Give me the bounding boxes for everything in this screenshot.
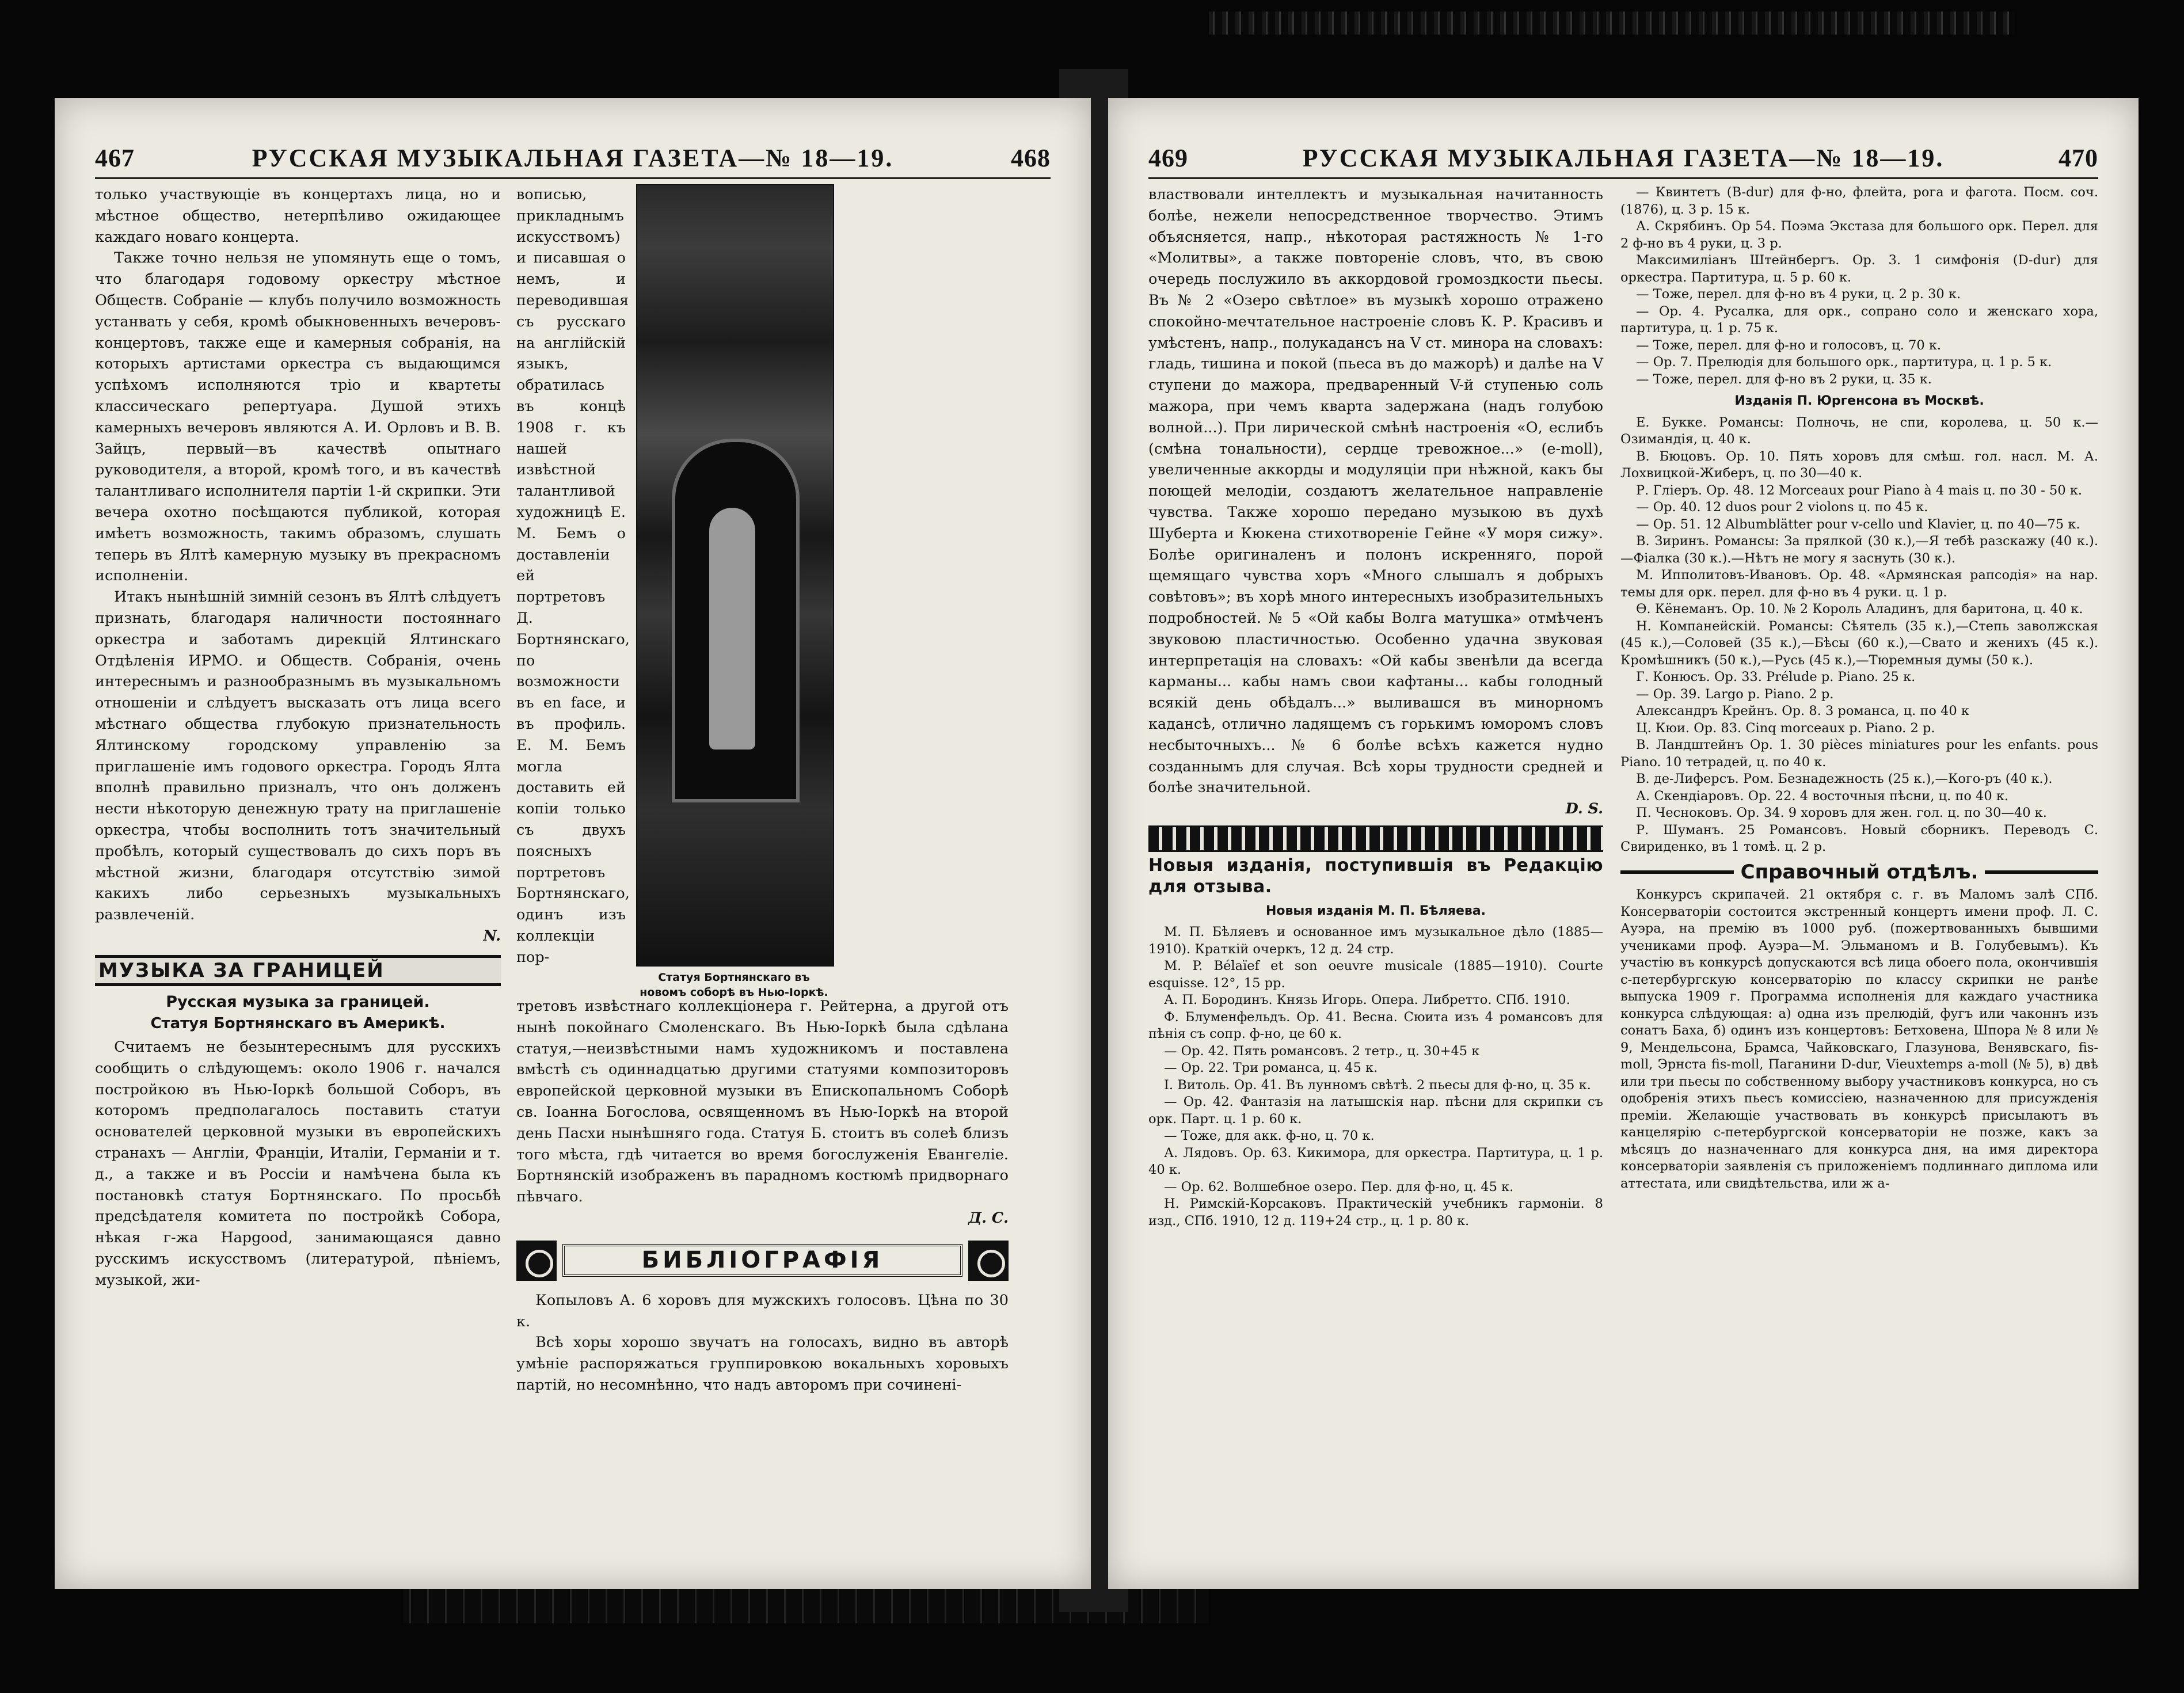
left-page xyxy=(55,98,1091,1589)
listing-entry: — Ор. 4. Русалка, для орк., сопрано соло и женскаго хора, партитура, ц. 1 р. 75 к. xyxy=(1620,303,2098,336)
paragraph: Считаемъ не безынтереснымъ для русскихъ сообщить о слѣдующемъ: около 1906 г. начался постройкою въ Нью-Іоркѣ большой Соборъ, въ которомъ предполагалось поставить статуи основателей церковной музыки въ европейскихъ странахъ — Англіи, Франціи, Италіи, Германіи и т. д., а также и въ Россіи и намѣчена была къ постановкѣ статуя Бортнянскаго. По просьбѣ предсѣдателя комитета по постройкѣ Собора, нѣкая г-жа Нарgood, занимающаяся давно русскимъ искусствомъ (литературой, пѣніемъ, музыкой, жи- xyxy=(95,1038,501,1289)
signature-text: D. S. xyxy=(1565,800,1603,818)
signature xyxy=(1148,798,1603,820)
page-number-468: 468 xyxy=(1011,144,1051,172)
divider xyxy=(1620,870,1734,874)
listing-entry: — Ор. 51. 12 Albumblätter pour v-cello und Klavier, ц. по 40—75 к. xyxy=(1636,516,2080,532)
signature xyxy=(516,1208,1009,1229)
ornament-icon xyxy=(968,1241,1009,1281)
section-title-music-abroad: МУЗЫКА ЗА ГРАНИЦЕЙ xyxy=(95,955,501,987)
listing-entry: М. П. Бѣляевъ и основанное имъ музыкальное дѣло (1885—1910). Краткій очеркъ, 12 д. 24 стр. xyxy=(1148,925,1603,957)
article-title: Русская музыка за границей. xyxy=(166,993,430,1011)
signature-text: N. xyxy=(483,927,501,945)
bibliography-banner xyxy=(516,1238,1009,1283)
belyaev-listing xyxy=(1148,903,1603,1230)
paragraph: Итакъ нынѣшній зимній сезонъ въ Ялтѣ слѣдуетъ признать, благодаря наличности постояннаго оркестра и заботамъ дирекцій Ялтинскаго Отдѣленія ИРМО. и Обществ. Собранія, очень интереснымъ и разнообразнымъ въ музыкальномъ отношеніи и слѣдуетъ высказать отъ лица всего мѣстнаго общества глубокую признательность Ялтинскому городскому управленію за приглашеніе имъ годового оркестра. Городъ Ялта вполнѣ правильно призналъ, что онъ долженъ нести нѣкоторую денежную трату на приглашеніе оркестра, чтобы восполнить тотъ значительный пробѣлъ, который существовалъ до сихъ поръ въ мѣстной жизни, благодаря отсутствію зимой какихъ либо серьезныхъ музыкальныхъ развлеченій. xyxy=(95,588,501,924)
page-number-470: 470 xyxy=(2059,144,2098,172)
page-number-469: 469 xyxy=(1148,144,1188,172)
newspaper-title: РУССКАЯ МУЗЫКАЛЬНАЯ ГАЗЕТА—№ 18—19. xyxy=(1302,144,1945,172)
listing-entry: Н. Римскій-Корсаковъ. Практическій учебникъ гармоніи. 8 изд., СПб. 1910, 12 д. 119+24 стр., ц. 1 р. 80 к. xyxy=(1148,1196,1603,1228)
paragraph: только участвующіе въ концертахъ лица, но и мѣстное общество, нетерпѣливо ожидающее каждаго новаго концерта. xyxy=(95,186,501,246)
listing-entry: I. Витоль. Ор. 41. Въ лунномъ свѣтѣ. 2 пьесы для ф-но, ц. 35 к. xyxy=(1164,1077,1591,1093)
paragraph: властвовали интеллектъ и музыкальная начитанность болѣе, нежели непосредственное творчество. Этимъ объясняется, напр., нѣкоторая растяжность № 1-го «Молитвы», а также повтореніе словъ, что, въ свою очередь послужило въ аккордовой громоздкости пьесы. Въ № 2 «Озеро свѣтлое» въ музыкѣ хорошо отражено спокойно-мечтательное настроеніе словъ К. Р. Красивъ и умѣстенъ, напр., полукаданcъ на V ст. минора на словахъ: гладь, тишина и покой (пьеса въ до мажорѣ) и далѣе на V ступени до мажора, предваренный V-й ступенью соль мажора, при чемъ кварта задержана (надъ голубою волной...). При лирической смѣнѣ настроенія «О, еслибъ (смѣна тональности), сердце тревожное...» (e-moll), увеличенные аккорды и модуляціи при нѣжной, какъ бы поющей мелодіи, создаютъ желательное направленіе чувства. Также хорошо передано музыкою въ духѣ Шуберта и Кюкена стихотвореніе Гейне «У моря сижу». Болѣе оригиналенъ и полонъ искренняго, порой щемящаго чувства хоръ «Много слышалъ я добрыхъ совѣтовъ»; въ хорѣ много интересныхъ изобразительныхъ подробностей. № 5 «Ой кабы Волга матушка» отмѣченъ звуковою пластичностью. Особенно удачна звуковая интерпретація на словахъ: «Ой кабы звенѣли да всегда карманы... кабы намъ свои кафтаны... кабы голодный всякій день обѣдалъ...» выливашся въ минорномъ кадансѣ, отлично ладящемъ съ горькимъ юморомъ словъ несбыточныхъ... № 6 болѣе всѣхъ кажется нудно созданнымъ для случая. Всѣ хоры трудности средней и болѣе значительной. xyxy=(1148,186,1603,797)
listing-entry: А. Лядовъ. Ор. 63. Кикимора, для оркестра. Партитура, ц. 1 р. 40 к. xyxy=(1148,1145,1603,1177)
listing-entry: Александръ Крейнъ. Ор. 8. 3 романса, ц. по 40 к xyxy=(1636,703,1969,718)
divider xyxy=(1985,870,2098,874)
listing-entry: Ө. Кёнеманъ. Ор. 10. № 2 Король Аладинъ, для баритона, ц. 40 к. xyxy=(1636,602,2083,617)
ornamental-banner xyxy=(1148,825,1603,852)
listing-entry: В. де-Лиферсъ. Ром. Безнадежность (25 к.),—Кого-ръ (40 к.). xyxy=(1636,771,2053,786)
signature-text: Д. С. xyxy=(968,1209,1009,1227)
right-page-column-1 xyxy=(1148,184,1603,1230)
listing-entry: В. Ландштейнъ Ор. 1. 30 pièces miniatures pour les enfants. pous Piano. 10 тетрадей, ц. по 40 к. xyxy=(1620,737,2098,770)
listing-entry: М. Ипполитовъ-Ивановъ. Ор. 48. «Армянская рапсодія» на нар. темы для орк. перел. для ф-но въ 4 руки. ц. 1 р. xyxy=(1620,568,2098,600)
scan-edge-noise-top xyxy=(1209,12,2015,35)
left-page-column-1 xyxy=(95,184,501,1291)
paragraph: Копыловъ А. 6 хоровъ для мужскихъ голосовъ. Цѣна по 30 к. xyxy=(516,1291,1009,1330)
listing-entry: Н. Компанейскій. Романсы: Сѣятель (35 к.),—Степь заволжская (45 к.),—Соловей (35 к.),—Бѣсы (60 к.),—Свато и женихъ (45 к.). Кромѣшникъ (50 к.),—Русь (45 к.),—Тюремныя думы (50 к.). xyxy=(1620,618,2098,668)
paragraph: третовъ извѣстнаго коллекціонера г. Рейтерна, а другой отъ нынѣ покойнаго Смоленскаго. Въ Нью-Іоркѣ была сдѣлана статуя,—неизвѣстными намъ художникомъ и поставлена вмѣстѣ съ одиннадцатью другими статуями композиторовъ европейской церковной музыки въ Епископальномъ Соборѣ св. Іоанна Богослова, освященномъ въ Нью-Іоркѣ на второй день Пасхи нынѣшняго года. Статуя Б. стоитъ въ солеѣ близъ того мѣста, гдѣ читается во время богослуженія Евангеліе. Бортнянскій изображенъ въ парадномъ костюмѣ придворнаго пѣвчаго. xyxy=(516,998,1009,1206)
signature xyxy=(95,926,501,947)
listing-entry: — Ор. 40. 12 duos pour 2 violons ц. по 45 к. xyxy=(1636,500,1928,515)
page-number-467: 467 xyxy=(95,144,135,172)
listing-entry: А. П. Бородинъ. Князь Игорь. Опера. Либретто. СПб. 1910. xyxy=(1164,992,1570,1007)
new-editions-title: Новыя изданія, поступившія въ Редакцію для отзыва. xyxy=(1148,855,1603,897)
listing-entry: — Ор. 62. Волшебное озеро. Пер. для ф-но, ц. 45 к. xyxy=(1164,1179,1514,1194)
left-page-column-2-bottom xyxy=(516,996,1009,1396)
listing-entry: А. Скрябинъ. Ор 54. Поэма Экстаза для большого орк. Перел. для 2 ф-но въ 4 руки, ц. 3 р. xyxy=(1620,219,2098,251)
paragraph: Конкурсъ скрипачей. 21 октября с. г. въ Маломъ залѣ СПб. Консерваторіи состоится экстренный концертъ имени проф. Л. С. Ауэра, на премію въ 1000 руб. (пожертвованныхъ бывшими учениками проф. Ауэра—М. Эльманомъ и В. Голубевымъ). Къ участію въ конкурсѣ допускаются всѣ лица обоего пола, окончившія с-петербургскую консерваторію по классу скрипки не ранѣе выпуска 1909 г. Программа исполненія для каждаго участника конкурса слѣдующая: а) одна изъ прелюдій, фугъ или чаконнъ изъ сонатъ Баха, б) одинъ изъ концертовъ: Бетховена, Шпора № 8 или № 9, Мендельсона, Брамса, Чайковскаго, Глазунова, Венявскаго, fis-moll, Эрнста fis-moll, Паганини D-dur, Vieuxtemps a-moll (№ 5), в) двѣ или три пьесы по собственному выбору участниковъ конкурса, но съ одобренія этихъ пьесъ комиссіею, назначенною для присужденія преміи. Желающіе участвовать въ конкурсѣ присылаютъ въ канцелярію с-петербургской консерваторіи не позже, какъ за мѣсяцъ до назначеннаго для конкурса дня, на имя директора консерваторіи заявленія съ приложеніемъ подлиннаго диплома или аттестата, или свидѣтельства, или ж а- xyxy=(1620,887,2098,1191)
ornament-icon xyxy=(516,1241,557,1281)
right-page-column-2 xyxy=(1620,184,2098,1192)
right-page xyxy=(1108,98,2139,1589)
photo-statue xyxy=(709,508,755,750)
reference-section-title: Справочный отдѣлъ. xyxy=(1740,860,1978,884)
listing-entry: — Ор. 39. Largo p. Piano. 2 р. xyxy=(1636,686,1834,702)
running-header-right xyxy=(1148,132,2098,173)
header-rule xyxy=(1148,177,2098,179)
listing-entry: Ц. Кюи. Ор. 83. Cinq morceaux p. Piano. 2 р. xyxy=(1636,720,1935,736)
listing-entry: — Ор. 7. Прелюдія для большого орк., партитура, ц. 1 р. 5 к. xyxy=(1636,355,2052,370)
photo-caption: Статуя Бортнянскаго въ новомъ соборѣ въ Нью-Іоркѣ. xyxy=(640,971,828,999)
listing-entry: Е. Букке. Романсы: Полночь, не спи, королева, ц. 50 к.—Озимандія, ц. 40 к. xyxy=(1620,414,2098,447)
paragraph: Всѣ хоры хорошо звучатъ на голосахъ, видно въ авторѣ умѣніе распоряжаться группировкою вокальныхъ хоровыхъ партій, но несомнѣнно, что надъ авторомъ при сочинені- xyxy=(516,1334,1009,1394)
listing-entry: Ф. Блуменфельдъ. Ор. 41. Весна. Сюита изъ 4 романсовъ для пѣнія съ сопр. ф-но, це 60 к. xyxy=(1148,1009,1603,1041)
bibliography-title: БИБЛІОГРАФІЯ xyxy=(562,1244,962,1277)
listing-entry: — Ор. 42. Пять романсовъ. 2 тетр., ц. 30+45 к xyxy=(1164,1043,1480,1059)
listing-entry: — Тоже, для акк. ф-но, ц. 70 к. xyxy=(1164,1128,1375,1143)
listing-entry: В. Бюцовъ. Ор. 10. Пять хоровъ для смѣш. гол. насл. М. А. Лохвицкой-Жиберъ, ц. по 30—40 к. xyxy=(1620,448,2098,481)
listing-entry: А. Скендіаровъ. Ор. 22. 4 восточныя пѣсни, ц. по 40 к. xyxy=(1636,788,2009,804)
listing-entry: — Тоже, перел. для ф-но въ 2 руки, ц. 35 к. xyxy=(1636,371,1932,387)
listing-entry: В. Зиринъ. Романсы: За прялкой (30 к.),—Я тебѣ разскажу (40 к.).—Фіалка (30 к.).—Нѣтъ не могу я заснуть (30 к.). xyxy=(1620,534,2098,566)
listing-entry: Г. Конюсъ. Ор. 33. Prélude p. Piano. 25 к. xyxy=(1636,669,1916,684)
listing-entry: Р. Гліеръ. Ор. 48. 12 Morceaux pour Piano à 4 mais ц. по 30 - 50 к. xyxy=(1636,482,2083,498)
listing-entry: Р. Шуманъ. 25 Романсовъ. Новый сборникъ. Переводъ С. Свириденко, въ 1 томѣ. ц. 2 р. xyxy=(1620,822,2098,854)
statue-photo xyxy=(636,184,834,967)
listing-entry: — Тоже, перел. для ф-но и голосовъ, ц. 70 к. xyxy=(1636,337,1942,353)
listing-entry: Максимиліанъ Штейнбергъ. Ор. 3. 1 симфонія (D-dur) для оркестра. Партитура, ц. 5 р. 60 к. xyxy=(1620,253,2098,285)
article-subtitle: Статуя Бортнянскаго въ Америкѣ. xyxy=(150,1015,446,1033)
header-rule xyxy=(95,177,1051,179)
reference-section-header xyxy=(1620,860,2098,884)
jurgenson-title: Изданія П. Юргенсона въ Москвѣ. xyxy=(1734,394,1984,408)
newspaper-title: РУССКАЯ МУЗЫКАЛЬНАЯ ГАЗЕТА—№ 18—19. xyxy=(252,144,894,172)
paragraph: Также точно нельзя не упомянуть еще о томъ, что благодаря годовому оркестру мѣстное Обществ. Собраніе — клубъ получило возможность устанвать у себя, кромѣ обыкновенныхъ вечеровъ-концертовъ, также еще и камерныя собранія, на которыхъ артистами оркестра съ выдающимся успѣхомъ исполняются тріо и квартеты классическаго репертуара. Душой этихъ камерныхъ вечеровъ являются А. И. Орловъ и В. В. Зайцъ, первый—въ качествѣ опытнаго руководителя, а второй, кромѣ того, и въ качествѣ талантливаго исполнителя партіи 1-й скрипки. Эти вечера охотно посѣщаются публикой, которая имѣетъ возможность, такимъ образомъ, слушать теперь въ Ялтѣ камерную музыку въ прекрасномъ исполненіи. xyxy=(95,249,501,585)
listing-entry: — Ор. 22. Три романса, ц. 45 к. xyxy=(1164,1060,1378,1075)
paragraph: вописью, прикладнымъ искусствомъ) и писавшая о немъ, и переводившая съ русскаго на англійскій языкъ, обратилась въ концѣ 1908 г. къ нашей извѣстной талантливой художницѣ Е. М. Бемъ о доставленіи ей портретовъ Д. Бортнянскаго, по возможности въ en face, и въ профиль. Е. М. Бемъ могла доставить ей копіи только съ двухъ поясныхъ портретовъ Бортнянскаго, одинъ изъ коллекціи пор- xyxy=(516,186,630,966)
listing-entry: П. Чесноковъ. Ор. 34. 9 хоровъ для жен. гол. ц. по 30—40 к. xyxy=(1636,805,2047,820)
listing-entry: — Тоже, перел. для ф-но въ 4 руки, ц. 2 р. 30 к. xyxy=(1636,287,1961,302)
running-header-left xyxy=(95,132,1051,173)
listing-entry: — Ор. 42. Фантазія на латышскія нар. пѣсни для скрипки съ орк. Парт. ц. 1 р. 60 к. xyxy=(1148,1094,1603,1127)
listing-entry: — Квинтетъ (B-dur) для ф-но, флейта, рога и фагота. Посм. соч. (1876), ц. 3 р. 15 к. xyxy=(1620,185,2098,217)
belyaev-title: Новыя изданія М. П. Бѣляева. xyxy=(1265,903,1486,918)
listing-entry: M. P. Bélaïef et son oeuvre musicale (1885—1910). Courte esquisse. 12°, 15 pp. xyxy=(1148,958,1603,991)
